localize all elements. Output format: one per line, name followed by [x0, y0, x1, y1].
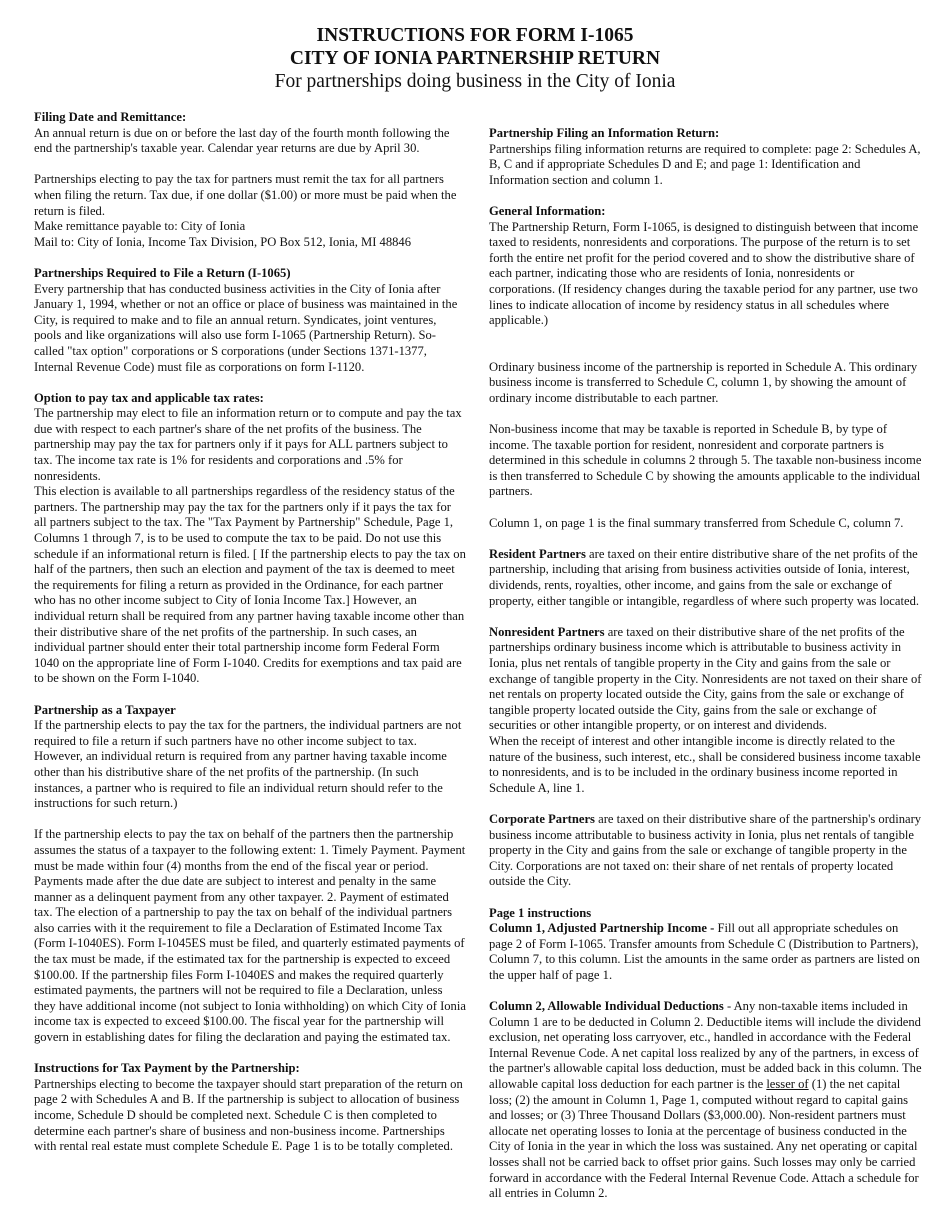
text: are taxed on their distributive share of the net profits of the partnerships ordinary business income which is attributable to business activity in Ionia, plus net rentals of tangible property in the City and gains from the sale or exchange of tangible property in the City. Nonresidents are not taxed on their share of net rentals on property located outside the City, gains from the sale or exchange of tangible property located outside the City, gains from the sale or exchange of securities or other intangible property, or on interest and dividends.	[489, 624, 922, 733]
section-option-to-pay	[34, 391, 466, 687]
text: (1) the net capital loss; (2) the amount in Column 1, Page 1, computed without regard to capital gains and losses; or (3) Three Thousand Dollars ($3,000.00). Non-resident partners must allocate net operating losses to Ionia at the percentage of business conducted in the City of Ionia in the year in which the loss was sustained. Any net operating or capital losses shall not be carried back to offset prior gains. Such losses may only be carried forward in accordance with the Federal Internal Revenue Code. Attach a schedule for all entries in Column 2.	[489, 1077, 919, 1201]
right-column	[489, 126, 923, 1202]
section-filing-date	[34, 110, 466, 250]
heading-option-to-pay: Option to pay tax and applicable tax rates:	[34, 390, 264, 405]
paragraph-column-1	[489, 921, 923, 983]
paragraph: Make remittance payable to: City of Ionia	[34, 219, 246, 234]
paragraph: If the partnership elects to pay the tax for the partners, the individual partners are not required to file a return if such partners have no other income subject to tax. However, an individual return is required from any partner having taxable income other than his distributive share of the net profits of the partnership. (In such instances, a partner who is required to file an individual return should refer to the instructions for such return.)	[34, 718, 462, 811]
paragraph-corporate-partners	[489, 812, 923, 890]
label-column-2: Column 2, Allowable Individual Deductions	[489, 999, 724, 1014]
label-resident-partners: Resident Partners	[489, 546, 586, 561]
left-column	[34, 110, 466, 1170]
label-corporate-partners: Corporate Partners	[489, 811, 595, 826]
paragraph: Every partnership that has conducted business activities in the City of Ionia after January 1, 1994, whether or not an office or place of business was maintained in the City, is required to make and to file an annual return. Syndicates, joint ventures, pools and like organizations will also use form I-1065 (Partnership Return). So-called "tax option" corporations or S corporations (under Sections 1371-1377, Internal Revenue Code) must file as corporations on form I-1120.	[34, 281, 458, 374]
paragraph: Partnerships electing to pay the tax for partners must remit the tax for all partners when filing the return. Tax due, if one dollar ($1.00) or more must be paid when the return is filed.	[34, 172, 457, 218]
paragraph: An annual return is due on or before the last day of the fourth month following the end the partnership's taxable year. Calendar year returns are due by April 30.	[34, 125, 450, 156]
text: - Any non-taxable items included in Column 1 are to be deducted in Column 2. Deductible items will include the dividend exclusion, net operating loss carryover, etc., handled in accordance with the Federal Internal Revenue Code. A net capital loss realized by any of the partners, in excess of the partner's allowable capital loss deduction, must be added back in this column. The allowable capital loss deduction for each partner is the	[489, 999, 922, 1092]
heading-required-to-file: Partnerships Required to File a Return (I-1065)	[34, 265, 291, 280]
title-form: INSTRUCTIONS FOR FORM I-1065	[316, 25, 634, 46]
paragraph: If the partnership elects to pay the tax on behalf of the partners then the partnership assumes the status of a taxpayer to the following extent: 1. Timely Payment. Payment must be made within four (4) months from the end of the fiscal year or period. Payments made after the due date are subject to interest and penalty in the same manner as a delinquent payment from any other taxpayer. 2. Payment of estimated tax. The election of a partnership to pay the tax on behalf of the individual partners also carries with it the requirement to file a Declaration of Estimated Income Tax (Form I-1040ES). Form I-1045ES must be filed, and quarterly estimated payments of the tax must be made, if the estimated tax for the partnership is expected to exceed $100.00. If the partnership files Form I-1040ES and makes the required quarterly estimated payments, the partners will not be required to file a Declaration, unless they have additional income (not subject to Ionia withholding) on which City of Ionia income tax is expected to exceed $100.00. The fiscal year for the partnership will govern in establishing dates for filing the declaration and paying the estimated tax.	[34, 827, 466, 1045]
heading-general-information: General Information:	[489, 203, 606, 218]
paragraph-resident-partners	[489, 547, 923, 609]
paragraph-column-2	[489, 999, 923, 1202]
heading-page-1-instructions: Page 1 instructions	[489, 905, 592, 920]
paragraph-ordinary-income: Ordinary business income of the partnership is reported in Schedule A. This ordinary business income is transferred to Schedule C, column 1, by showing the amount of ordinary income distributable to each partner.	[489, 359, 918, 405]
paragraph-column-1-summary: Column 1, on page 1 is the final summary transferred from Schedule C, column 7.	[489, 515, 904, 530]
underlined-text: lesser of	[766, 1077, 809, 1092]
paragraph-nonbusiness-income: Non-business income that may be taxable is reported in Schedule B, by type of income. The taxable portion for resident, nonresident and corporate partners is determined in this schedule in columns 2 through 5. The taxable non-business income is then transferred to Schedule C by showing the amounts applicable to the individual partners.	[489, 422, 922, 499]
paragraph: Partnerships filing information returns are required to complete: page 2: Schedules A, B, C and if appropriate Schedules D and E; and page 1: Identification and Information section and column 1.	[489, 141, 921, 187]
heading-partnership-taxpayer: Partnership as a Taxpayer	[34, 702, 176, 717]
paragraph: The Partnership Return, Form I-1065, is designed to distinguish between that income taxed to residents, nonresidents and corporations. The purpose of the return is to set forth the entire net profit for the period covered and to show the distributive share of each partner, indicating those who are residents of Ionia, nonresidents or corporations. (If residency changes during the taxable period for any partner, use two lines to indicate allocation of income by residency status in all schedules where applicable.)	[489, 219, 919, 328]
text: are taxed on their distributive share of the partnership's ordinary business income attributable to business activity in Ionia, plus net rentals of tangible property in the City and gains from the sale or exchange of tangible property in the City. Corporations are not taxed on: their share of net rentals of property located outside the City.	[489, 811, 922, 889]
heading-filing-date: Filing Date and Remittance:	[34, 110, 187, 124]
text: are taxed on their entire distributive share of the net profits of the partnership, including that arising from business activities outside of Ionia, interest, dividends, rents, royalties, other income, and gains from the sale or exchange of property, either tangible or intangible, regardless of where such property was located.	[489, 546, 920, 608]
subtitle: For partnerships doing business in the City of Ionia	[274, 71, 676, 92]
paragraph: Partnerships electing to become the taxpayer should start preparation of the return on page 2 with Schedules A and B. If the partnership is subject to allocation of business income, Schedule D should be completed next. Schedule C is then completed to determine each partner's share of business and non-business income. Partnerships with rental real estate must complete Schedule E. Page 1 is to be totally completed.	[34, 1076, 463, 1154]
section-tax-payment	[34, 1061, 466, 1155]
section-general-information	[489, 204, 923, 329]
title-return: CITY OF IONIA PARTNERSHIP RETURN	[289, 48, 661, 69]
label-nonresident-partners: Nonresident Partners	[489, 624, 605, 639]
text: Fill out all appropriate schedules on page 2 of Form I-1065. Transfer amounts from Schedule C (Distribution to Partners), Column 7, to this column. List the amounts in the same order as partners are listed on the upper half of page 1.	[489, 921, 920, 982]
paragraph-intangible-income: When the receipt of interest and other intangible income is directly related to the nature of the business, such interest, etc., shall be considered business income taxable to nonresidents, and is to be included in the ordinary business income reported in Schedule A, line 1.	[489, 733, 921, 795]
paragraph: Mail to: City of Ionia, Income Tax Division, PO Box 512, Ionia, MI 48846	[34, 234, 412, 249]
section-information-return	[489, 126, 923, 188]
section-partnership-taxpayer	[34, 703, 466, 1046]
label-column-1: Column 1, Adjusted Partnership Income -	[489, 921, 715, 936]
paragraph: The partnership may elect to file an information return or to compute and pay the tax due with respect to each partner's share of the net profits of the business. The partnership may pay the tax for partners only if it pays for ALL partners subject to tax. The income tax rate is 1% for residents and corporations and .5% for nonresidents.	[34, 406, 462, 483]
section-required-to-file	[34, 266, 466, 375]
paragraph-nonresident-partners	[489, 625, 923, 734]
paragraph: This election is available to all partnerships regardless of the residency status of the partners. The partnership may pay the tax for the partners only if it pays the tax for all partners subject to the tax. The "Tax Payment by Partnership" Schedule, Page 1, Columns 1 through 7, is to be used to compute the tax to be paid. Do not use this schedule if an informational return is filed. [ If the partnership elects to pay the tax on half of the partners, then such an election and payment of the tax is deemed to meet the requirements for filing a return as provided in the Ordinance, for each partner who has no other income subject to City of Ionia Income Tax.] However, an individual return shall be required from any partner having taxable income other than their distributive share of the net profits of the partnership. In such cases, an individual partner should enter their total partnership income form Federal Form 1040 on the appropriate line of Form I-1040. Credits for exemptions and tax paid are to be shown on the Form I-1040.	[34, 484, 466, 686]
document-header	[0, 24, 950, 93]
heading-information-return: Partnership Filing an Information Return:	[489, 126, 720, 140]
heading-tax-payment: Instructions for Tax Payment by the Partnership:	[34, 1061, 300, 1076]
